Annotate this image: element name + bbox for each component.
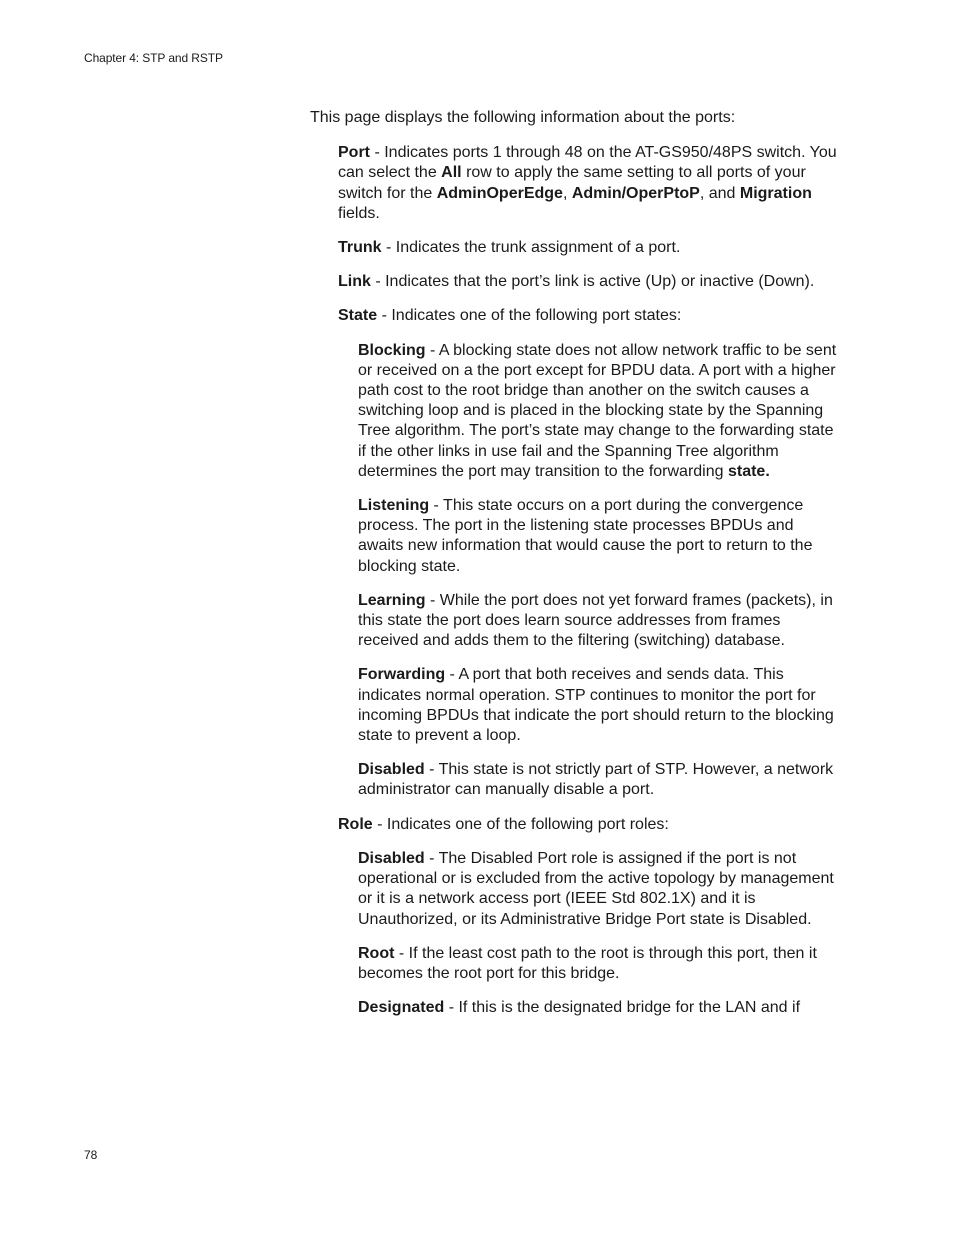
forwarding-description: Forwarding - A port that both receives and sends data. This indicates normal operation. STP continues to monitor the port for incoming BPDUs that indicate the port should return to the blocking state to prevent a loop. <box>358 666 834 745</box>
term-learning: Learning <box>358 591 426 609</box>
port-description: Port - Indicates ports 1 through 48 on the AT-GS950/48PS switch. You can select the All row to apply the same setting to all ports of your switch for the AdminOperEdge, Admin/OperPtoP, and Migration fields. <box>338 144 837 222</box>
term-designated: Designated <box>358 999 445 1017</box>
term-admin-oper-ptop: Admin/OperPtoP <box>571 184 700 202</box>
term-admin-oper-edge: AdminOperEdge <box>436 184 563 202</box>
learning-description: Learning - While the port does not yet forward frames (packets), in this state the port does learn source addresses from frames received and adds them to the filtering (switching) database. <box>358 591 833 650</box>
role-description: Role - Indicates one of the following port roles: <box>338 815 669 833</box>
intro-paragraph: This page displays the following information about the ports: <box>310 109 736 126</box>
term-port: Port <box>338 144 370 162</box>
term-state: State <box>338 307 378 325</box>
term-forwarding: Forwarding <box>358 666 446 684</box>
listening-description: Listening - This state occurs on a port during the convergence process. The port in the listening state processes BPDUs and awaits new information that would cause the port to return to the blocking state. <box>358 497 813 575</box>
term-link: Link <box>338 273 371 291</box>
term-blocking: Blocking <box>358 341 426 359</box>
trunk-description: Trunk - Indicates the trunk assignment of a port. <box>338 239 681 257</box>
page-body <box>0 108 954 1032</box>
state-description: State - Indicates one of the following port states: <box>338 307 682 325</box>
term-listening: Listening <box>358 497 430 515</box>
term-all: All <box>441 164 462 182</box>
term-disabled-role: Disabled <box>358 849 425 867</box>
term-root: Root <box>358 944 395 962</box>
disabled-role-description: Disabled - The Disabled Port role is assigned if the port is not operational or is excluded from the active topology by management or it is a network access port (IEEE Std 802.1X) and it is Unauthorized, or its Administrative Bridge Port state is Disabled. <box>358 849 834 928</box>
term-role: Role <box>338 815 373 833</box>
running-header: Chapter 4: STP and RSTP <box>84 51 223 65</box>
term-trunk: Trunk <box>338 239 382 257</box>
term-migration: Migration <box>739 184 812 202</box>
designated-description: Designated - If this is the designated bridge for the LAN and if <box>358 999 801 1017</box>
disabled-state-description: Disabled - This state is not strictly part of STP. However, a network administrator can manually disable a port. <box>358 761 834 799</box>
blocking-description: Blocking - A blocking state does not allow network traffic to be sent or received on a the port except for BPDU data. A port with a higher path cost to the root bridge than another on the switch causes a switching loop and is placed in the blocking state by the Spanning Tree algorithm. The port’s state may change to the forwarding state if the other links in use fail and the Spanning Tree algorithm determines the port may transition to the forwarding state. <box>358 341 837 480</box>
page-number: 78 <box>84 1148 98 1162</box>
term-disabled-state: Disabled <box>358 761 425 779</box>
link-description: Link - Indicates that the port’s link is active (Up) or inactive (Down). <box>338 273 815 291</box>
root-description: Root - If the least cost path to the root is through this port, then it becomes the root port for this bridge. <box>358 944 817 982</box>
